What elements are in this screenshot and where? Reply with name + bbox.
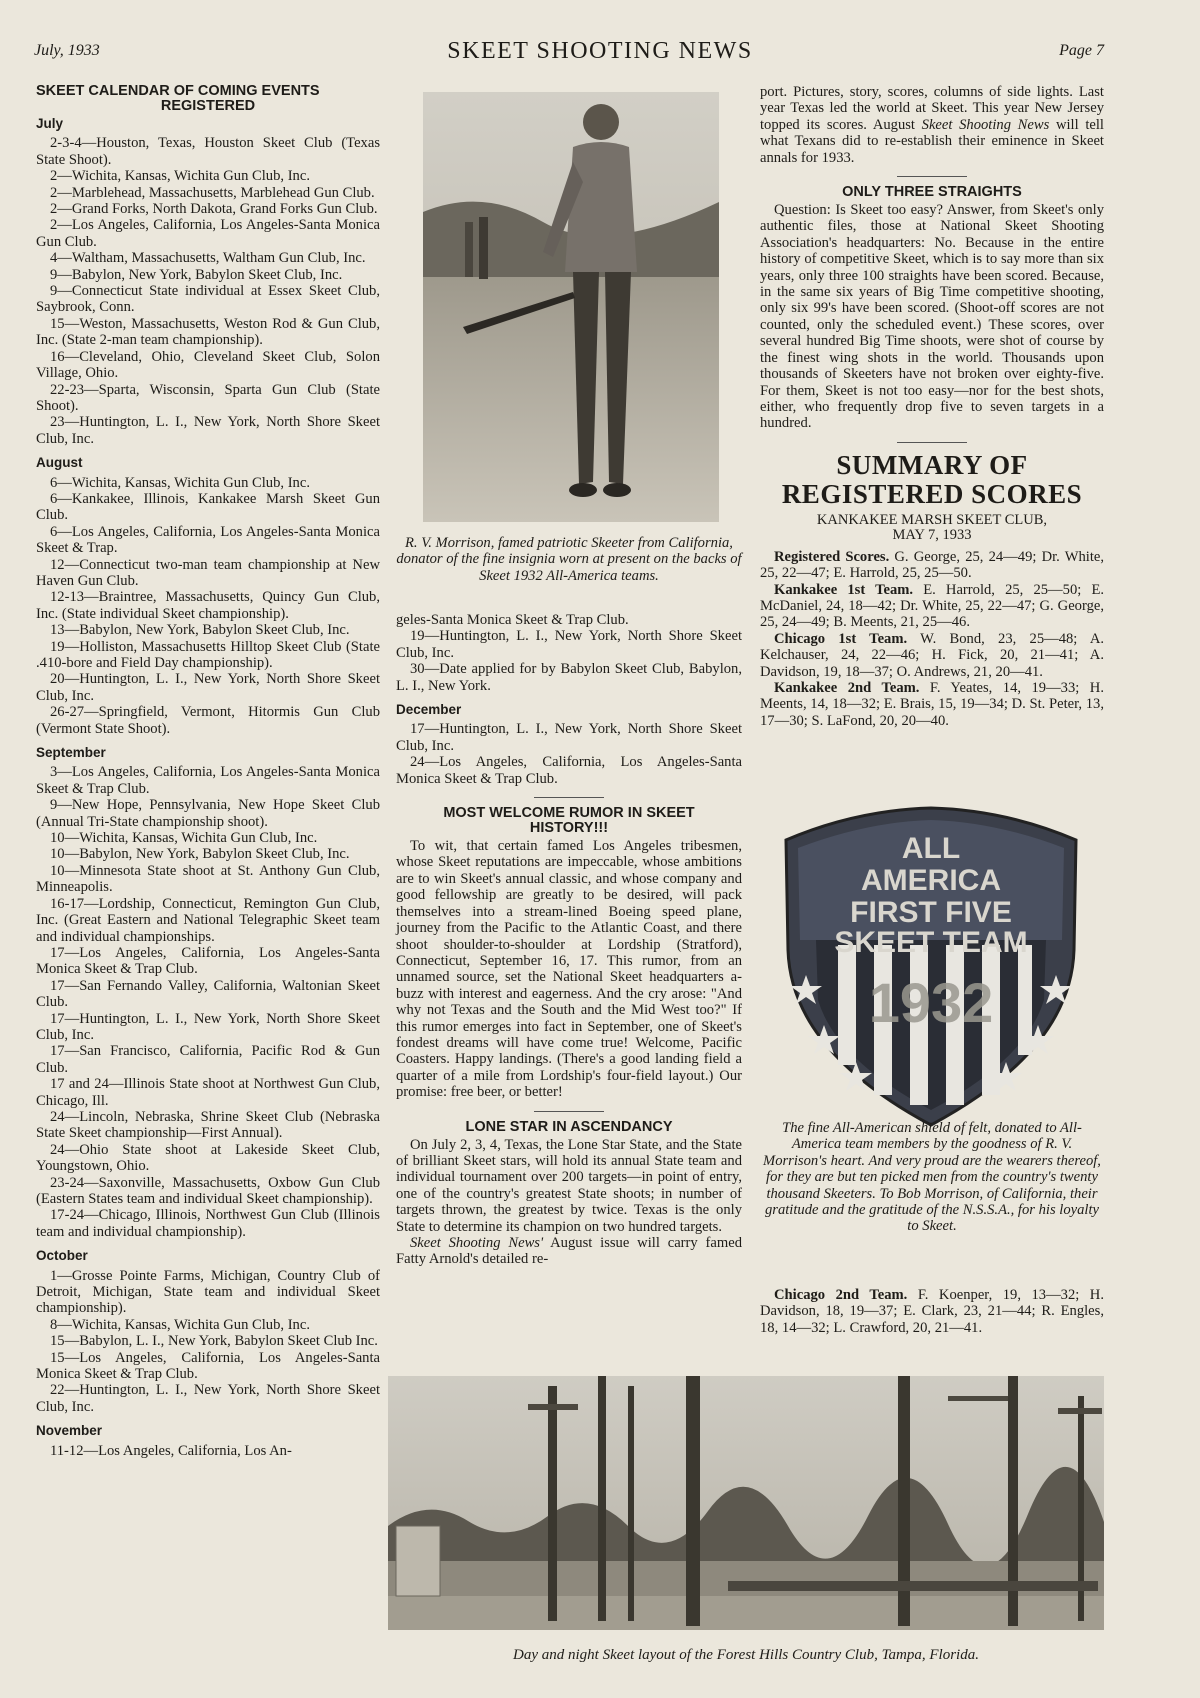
summary-title: SUMMARY OF REGISTERED SCORES [781, 449, 1083, 509]
calendar-entry: 23—Huntington, L. I., New York, North Shore Skeet Club, Inc. [36, 414, 380, 447]
team-name: Registered Scores. [774, 548, 890, 565]
morrison-photo-image [423, 92, 719, 522]
lonestar-body: On July 2, 3, 4, Texas, the Lone Star State, and the State of brilliant Skeet stars, will hold its annual State team and individual tournament over 200 targets—in point of entry, one of the country's greatest State shoots; in number of targets thrown, the greatest by twice. Texas is the only State to determine its champion on two hundred targets. [396, 1136, 742, 1235]
team-score-chicago-2nd: Chicago 2nd Team. F. Koenper, 19, 13—32; H. Davidson, 18, 19—37; E. Clark, 23, 21—44; R. Engles, 18, 14—32; L. Crawford, 20, 21—41. [760, 1287, 1104, 1336]
calendar-entry: 2—Los Angeles, California, Los Angeles-Santa Monica Gun Club. [36, 217, 380, 250]
calendar-entry: 24—Los Angeles, California, Los Angeles-Santa Monica Skeet & Trap Club. [396, 754, 742, 787]
calendar-entry: 13—Babylon, New York, Babylon Skeet Club, Inc. [50, 622, 350, 639]
calendar-entry: 10—Minnesota State shoot at St. Anthony Gun Club, Minneapolis. [36, 862, 380, 896]
calendar-entry: 17—San Francisco, California, Pacific Rod & Gun Club. [36, 1043, 380, 1076]
shield-image [776, 800, 1086, 1130]
calendar-entry: 24—Lincoln, Nebraska, Shrine Skeet Club (Nebraska State Skeet championship—First Annual). [36, 1108, 380, 1142]
divider [534, 797, 604, 798]
straights-body: Question: Is Skeet too easy? Answer, from Skeet's only authentic files, those at National Skeet Shooting Association's headquarters: No. Because in the entire history of competitive Skeet, which is to say more than six years, only three 100 straights have been scored. Because, in the same six years of Big Time competitive shooting, only six 99's have been scored. (Shoot-off scores are not counted, only the scheduled event.) These scores, over several hundred Big Time shoots, were shot of course by the finest wing shots in the world. Thousands upon thousands of Skeeters have not broken over eighty-five. For them, Skeet is not too easy—nor for the best shots, either, who frequently drop five to seven targets in a hundred. [760, 202, 1104, 432]
shield-caption: The fine All-American shield of felt, donated to All-America team members by the goodness of R. V. Morrison's heart. And very proud are the wearers thereof, for they are but ten picked men from the country's twenty thousand Skeeters. To Bob Morrison, of California, their gratitude and the gratitude of the N.S.S.A., for his loyalty to Skeet. [763, 1120, 1101, 1235]
calendar-entry: 9—New Hope, Pennsylvania, New Hope Skeet Club (Annual Tri-State championship shoot). [36, 797, 380, 830]
center-column [396, 612, 742, 1268]
month-heading-december: December [396, 702, 462, 718]
calendar-entry: 9—Connecticut State individual at Essex Skeet Club, Saybrook, Conn. [36, 283, 380, 316]
calendar-entry: 19—Huntington, L. I., New York, North Shore Skeet Club, Inc. [396, 628, 742, 661]
team-scores-text: F. Yeates, 14, 19—33; H. Meents, 14, 18—32; E. Brais, 15, 19—34; D. St. Peter, 13, 17—30; S. LaFond, 20, 20—40. [760, 679, 1104, 729]
calendar-entry: 9—Babylon, New York, Babylon Skeet Club, Inc. [50, 266, 343, 283]
calendar-entry: 6—Kankakee, Illinois, Kankakee Marsh Skeet Gun Club. [36, 490, 380, 524]
december-list [396, 721, 742, 787]
calendar-entry: 24—Ohio State shoot at Lakeside Skeet Club, Youngstown, Ohio. [36, 1141, 380, 1175]
calendar-entry: 2—Wichita, Kansas, Wichita Gun Club, Inc. [50, 168, 310, 185]
lonestar-continued: port. Pictures, story, scores, columns of side lights. Last year Texas led the world at Skeet. This year New Jersey topped its scores. August Skeet Shooting News will tell what Texans did to re-establish their eminence in Skeet annals for 1933. [760, 84, 1104, 166]
page-header [0, 38, 1200, 72]
shield-year: 1932 [868, 971, 994, 1034]
lonestar-title: LONE STAR IN ASCENDANCY [465, 1118, 673, 1135]
calendar-continued-first: geles-Santa Monica Skeet & Trap Club. [396, 612, 629, 628]
calendar-entry: 3—Los Angeles, California, Los Angeles-Santa Monica Skeet & Trap Club. [36, 764, 380, 797]
lonestar-body-2: Skeet Shooting News' August issue will carry famed Fatty Arnold's detailed re- [396, 1235, 742, 1268]
calendar-column [36, 84, 380, 1459]
shield-line3: FIRST FIVE [850, 896, 1012, 929]
morrison-photo [423, 92, 719, 522]
month-heading: November [36, 1423, 103, 1439]
divider [897, 442, 967, 443]
team-scores-text: W. Bond, 23, 25—48; A. Kelchauser, 24, 22—46; H. Fick, 20, 21—41; A. Davidson, 19, 18—37; O. Andrews, 21, 20—41. [760, 630, 1105, 680]
shield-line4: SKEET TEAM [834, 926, 1028, 959]
issue-date: July, 1933 [34, 42, 100, 59]
calendar-entry: 17—Huntington, L. I., New York, North Shore Skeet Club, Inc. [36, 1010, 380, 1043]
calendar-entry: 22—Huntington, L. I., New York, North Shore Skeet Club, Inc. [36, 1382, 380, 1415]
team-name: Chicago 1st Team. [774, 630, 908, 647]
calendar-entry: 8—Wichita, Kansas, Wichita Gun Club, Inc. [50, 1316, 310, 1333]
morrison-photo-caption: R. V. Morrison, famed patriotic Skeeter from California, donator of the fine insignia worn at present on the backs of Skeet 1932 All-America teams. [396, 535, 742, 584]
team-name: Kankakee 1st Team. [774, 581, 914, 598]
team-scores-text: E. Harrold, 25, 25—50; E. McDaniel, 24, 18—42; Dr. White, 25, 22—47; G. George, 25, 24—49; B. Meents, 21, 25—46. [760, 581, 1105, 631]
month-heading: August [36, 455, 83, 471]
calendar-entry: 6—Wichita, Kansas, Wichita Gun Club, Inc. [50, 474, 310, 491]
page-number: Page 7 [1059, 42, 1104, 59]
shield-line2: AMERICA [861, 864, 1001, 897]
month-heading: October [36, 1248, 88, 1264]
right-column [760, 84, 1104, 729]
calendar-entry: 20—Huntington, L. I., New York, North Shore Skeet Club, Inc. [36, 671, 380, 704]
calendar-entry: 4—Waltham, Massachusetts, Waltham Gun Club, Inc. [50, 250, 366, 267]
calendar-entry: 26-27—Springfield, Vermont, Hitormis Gun Club (Vermont State Shoot). [36, 704, 380, 737]
team-score [760, 549, 1104, 582]
calendar-entry: 22-23—Sparta, Wisconsin, Sparta Gun Club (State Shoot). [36, 381, 380, 414]
calendar-entry: 6—Los Angeles, California, Los Angeles-Santa Monica Skeet & Trap. [36, 523, 380, 557]
team-name: Kankakee 2nd Team. [774, 679, 920, 696]
team-scores [760, 549, 1104, 729]
team-score [760, 582, 1104, 631]
calendar-entry: 12—Connecticut two-man team championship at New Haven Gun Club. [36, 556, 380, 589]
calendar-entry: 16-17—Lordship, Connecticut, Remington Gun Club, Inc. (Great Eastern and National Telegraphic Skeet team and individual championships. [36, 895, 380, 945]
calendar-entry: 10—Wichita, Kansas, Wichita Gun Club, Inc. [50, 830, 318, 847]
calendar-entry: 15—Los Angeles, California, Los Angeles-Santa Monica Skeet & Trap Club. [36, 1349, 380, 1383]
divider [897, 176, 967, 177]
calendar-entry: 16—Cleveland, Ohio, Cleveland Skeet Club, Solon Village, Ohio. [36, 348, 380, 382]
month-heading: July [36, 116, 64, 131]
calendar-months [36, 116, 380, 1459]
calendar-entry: 23-24—Saxonville, Massachusetts, Oxbow Gun Club (Eastern States team and individual Skeet championship). [36, 1174, 380, 1207]
calendar-entry: 2-3-4—Houston, Texas, Houston Skeet Club (Texas State Shoot). [36, 135, 380, 168]
calendar-entry: 10—Babylon, New York, Babylon Skeet Club, Inc. [50, 846, 350, 863]
calendar-entry: 17—Los Angeles, California, Los Angeles-Santa Monica Skeet & Trap Club. [36, 944, 380, 978]
calendar-entry: 2—Marblehead, Massachusetts, Marblehead Gun Club. [50, 184, 375, 201]
calendar-entry: 15—Weston, Massachusetts, Weston Rod & Gun Club, Inc. (State 2-man team championship). [36, 315, 380, 349]
skeet-layout-caption: Day and night Skeet layout of the Forest Hills Country Club, Tampa, Florida. [513, 1647, 979, 1663]
calendar-continued-list [396, 628, 742, 694]
calendar-entry: 17-24—Chicago, Illinois, Northwest Gun Club (Illinois team and individual championship). [36, 1207, 380, 1240]
calendar-entry: 19—Holliston, Massachusetts Hilltop Skeet Club (State .410-bore and Field Day championship). [36, 638, 380, 671]
summary-club: KANKAKEE MARSH SKEET CLUB, MAY 7, 1933 [816, 511, 1048, 543]
calendar-title: SKEET CALENDAR OF COMING EVENTS REGISTERED [36, 83, 320, 114]
month-heading: September [36, 745, 106, 761]
straights-title: ONLY THREE STRAIGHTS [842, 184, 1022, 201]
all-america-shield [776, 800, 1086, 1130]
team-score [760, 631, 1104, 680]
calendar-entry: 11-12—Los Angeles, California, Los An- [50, 1442, 292, 1459]
skeet-layout-photo [388, 1376, 1104, 1630]
skeet-layout-image [388, 1376, 1104, 1630]
shield-line1: ALL [901, 832, 961, 865]
calendar-entry: 17 and 24—Illinois State shoot at Northwest Gun Club, Chicago, Ill. [36, 1076, 380, 1109]
publication-title: SKEET SHOOTING NEWS [447, 38, 753, 64]
calendar-entry: 30—Date applied for by Babylon Skeet Club, Babylon, L. I., New York. [396, 661, 742, 694]
calendar-entry: 1—Grosse Pointe Farms, Michigan, Country Club of Detroit, Michigan, State team and individual Skeet championship). [36, 1267, 380, 1317]
rumor-title: MOST WELCOME RUMOR IN SKEET HISTORY!!! [443, 805, 695, 837]
calendar-entry: 15—Babylon, L. I., New York, Babylon Skeet Club Inc. [50, 1333, 378, 1350]
calendar-entry: 17—Huntington, L. I., New York, North Shore Skeet Club, Inc. [396, 721, 742, 754]
calendar-entry: 12-13—Braintree, Massachusetts, Quincy Gun Club, Inc. (State individual Skeet championship). [36, 589, 380, 622]
calendar-entry: 17—San Fernando Valley, California, Waltonian Skeet Club. [36, 977, 380, 1011]
team-scores-text: G. George, 25, 24—49; Dr. White, 25, 22—47; E. Harrold, 25, 25—50. [760, 548, 1104, 582]
divider [534, 1111, 604, 1112]
rumor-body: To wit, that certain famed Los Angeles tribesmen, whose Skeet reputations are impeccable, whose ambitions are to win Skeet's annual classic, and whose company and good fellowship are greatly to be desired, will pack themselves into a stream-lined Boeing speed plane, journey from the Pacific to the Atlantic Coast, and there shoot shoulder-to-shoulder at Lordship (Stratford), Connecticut, September 16, 17. This rumor, from an unnamed source, set the National Skeet headquarters a-buzz with interest and eagerness. And the cry arose: "And why not Texas and the South and the Mid West too?" If this rumor emerges into fact in September, one of Skeet's fondest dreams will have come true! Welcome, Pacific Coasters. Happy landings. (There's a good landing field a quarter of a mile from Lordship's four-field layout.) Our promise: free beer, or better! [396, 838, 742, 1101]
calendar-entry: 2—Grand Forks, North Dakota, Grand Forks Gun Club. [50, 201, 378, 218]
team-score [760, 680, 1104, 729]
